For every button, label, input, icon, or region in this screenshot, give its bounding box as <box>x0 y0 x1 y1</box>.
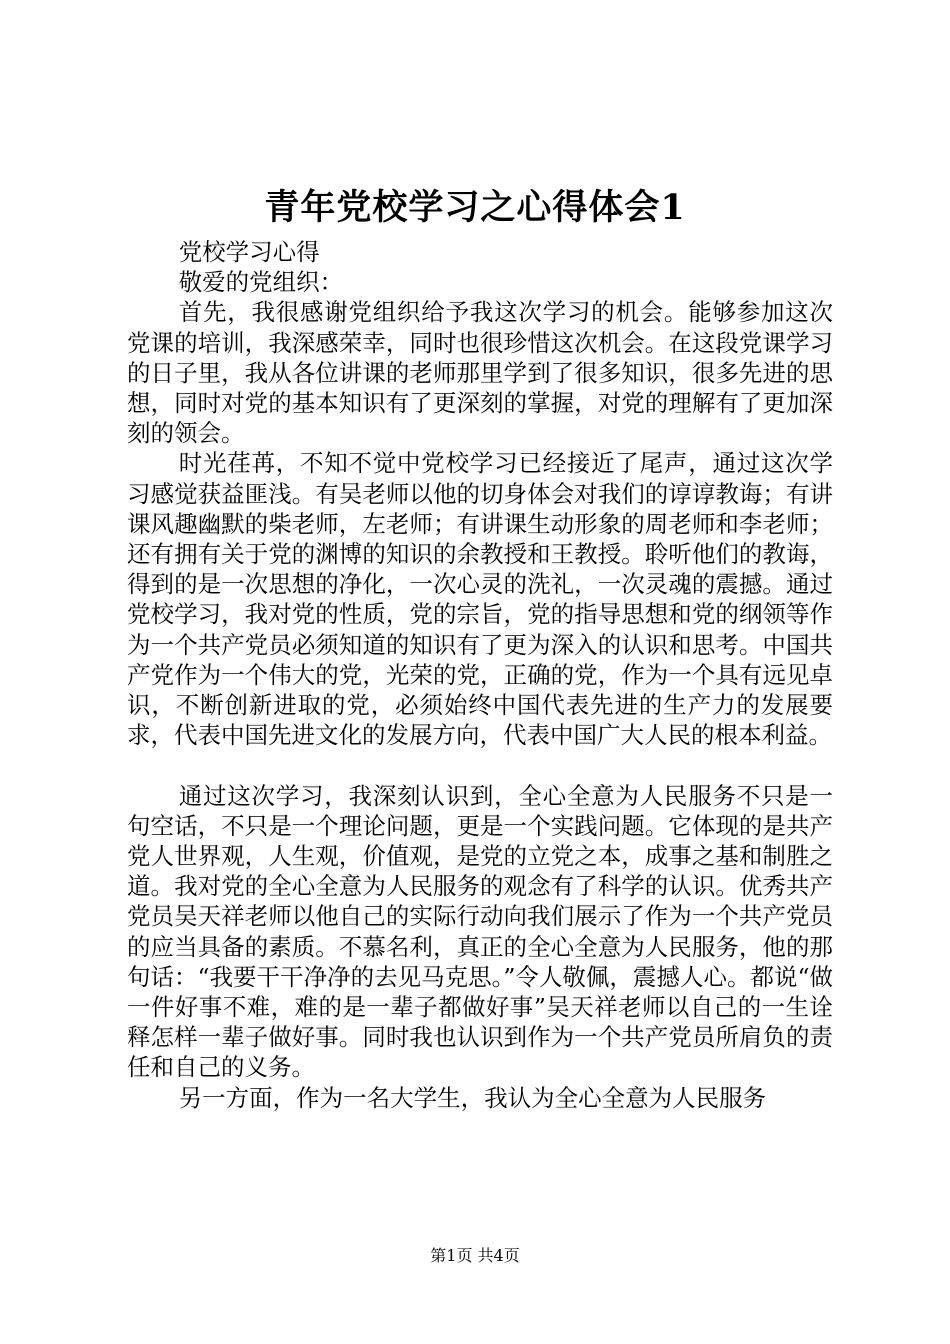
paragraph-salutation: 敬爱的党组织： <box>178 268 344 297</box>
paragraph-gap <box>127 750 833 780</box>
paragraph-subtitle: 党校学习心得 <box>178 238 320 266</box>
document-body <box>127 237 833 1113</box>
document-title: 青年党校学习之心得体会1 <box>264 187 686 228</box>
paragraph-3: 通过这次学习，我深刻认识到，全心全意为人民服务不只是一句空话，不只是一个理论问题，更是一个实践问题。它体现的是共产党人世界观，人生观，价值观，是党的立党之本，成事之基和制胜之道。我对党的全心全意为人民服务的观念有了科学的认识。优秀共产党员吴天祥老师以他自己的实际行动向我们展示了作为一个共产党员的应当具备的素质。不慕名利，真正的全心全意为人民服务，他的那句话：“我要干干净净的去见马克思。”令人敬佩，震撼人心。都说“做一件好事不难，难的是一辈子都做好事”吴天祥老师以自己的一生诠释怎样一辈子做好事。同时我也认识到作为一个共产党员所肩负的责任和自己的义务。 <box>127 781 833 1082</box>
paragraph-1: 首先，我很感谢党组织给予我这次学习的机会。能够参加这次党课的培训，我深感荣幸，同时也很珍惜这次机会。在这段党课学习的日子里，我从各位讲课的老师那里学到了很多知识，很多先进的思想，同时对党的基本知识有了更深刻的掌握，对党的理解有了更加深刻的领会。 <box>127 298 833 448</box>
paragraph-4: 另一方面，作为一名大学生，我认为全心全意为人民服务 <box>178 1083 767 1112</box>
paragraph-2: 时光荏苒，不知不觉中党校学习已经接近了尾声，通过这次学习感觉获益匪浅。有吴老师以他的切身体会对我们的谆谆教诲；有讲课风趣幽默的柴老师，左老师；有讲课生动形象的周老师和李老师；还有拥有关于党的渊博的知识的余教授和王教授。聆听他们的教诲，得到的是一次思想的净化，一次心灵的洗礼，一次灵魂的震撼。通过党校学习，我对党的性质，党的宗旨，党的指导思想和党的纲领等作为一个共产党员必须知道的知识有了更为深入的认识和思考。中国共产党作为一个伟大的党，光荣的党，正确的党，作为一个具有远见卓识，不断创新进取的党，必须始终中国代表先进的生产力的发展要求，代表中国先进文化的发展方向，代表中国广大人民的根本利益。 <box>127 449 833 750</box>
page-number-footer: 第1页 共4页 <box>430 1246 520 1265</box>
